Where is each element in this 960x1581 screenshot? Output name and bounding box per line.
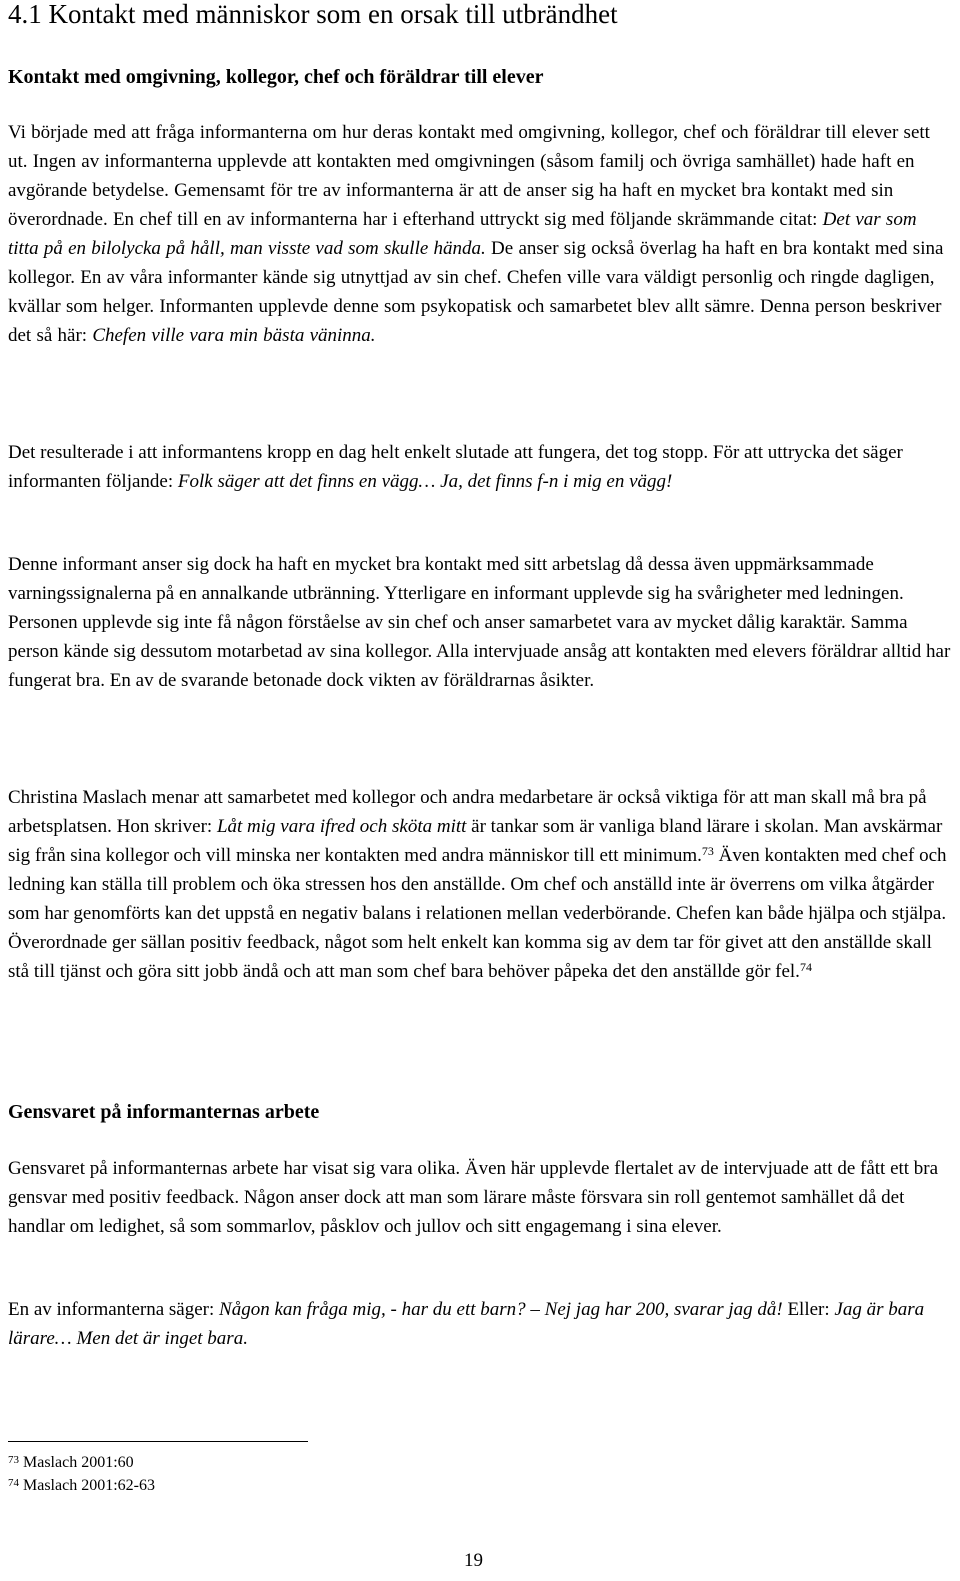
footnote-74: $^{74}$ Maslach 2001:62-63 [8,1477,155,1494]
footnote-ref-73[interactable]: 73 [701,844,714,858]
footnote-divider [8,1441,308,1442]
paragraph-3: Denne informant anser sig dock ha haft en mycket bra kontakt med sitt arbetslag då dessa även uppmärksammade varningssignalerna på en annalkande utbränning. Ytterligare en informant upplevde sig ha svårigheter med ledningen. Personen upplevde sig inte få någon förståelse av sin chef och anser samarbetet vara av mycket dålig karaktär. Samma person kände sig dessutom motarbetad av sina kollegor. Alla intervjuade ansåg att kontakten med elevers föräldrar alltid har fungerat bra. En av de svarande betonade dock vikten av föräldrarnas åsikter. [8,554,951,691]
subheading-gensvar: Gensvaret på informanternas arbete [8,1101,320,1123]
paragraph-5: Gensvaret på informanternas arbete har visat sig vara olika. Även här upplevde flertalet av de intervjuade att de fått ett bra gensvar med positiv feedback. Någon anser dock att man som lärare måste försvara sin roll gentemot samhället då det handlar om ledighet, så som sommarlov, påsklov och jullov och sitt engagemang i sina elever. [8,1158,939,1237]
footnote-73: $^{73}$ Maslach 2001:60 [8,1454,134,1471]
quote-lat-mig: Låt mig vara ifred och sköta mitt [216,816,467,837]
quote-200: Någon kan fråga mig, - har du ett barn? – Nej jag har 200, svarar jag då! [219,1299,783,1320]
section-heading: 4.1 Kontakt med människor som en orsak till utbrändhet [8,0,618,29]
footnote-ref-74[interactable]: 74 [799,960,812,974]
quote-bilolycka: Det var som titta på en bilolycka på håll, man visste vad som skulle hända. [8,209,917,259]
quote-bara-larare: Jag är bara lärare… Men det är inget bara. [8,1299,925,1349]
subheading-contact: Kontakt med omgivning, kollegor, chef och föräldrar till elever [8,66,544,88]
paragraph-1: Vi började med att fråga informanterna om hur deras kontakt med omgivning, kollegor, chef och föräldrar till elever sett ut. Ingen av informanterna upplevde att kontakten med omgivningen (såsom familj och övriga samhället) hade haft en avgörande betydelse. Gemensamt för tre av informanterna är att de anser sig ha haft en mycket bra kontakt med sin överordnade. En chef till en av informanterna har i efterhand uttryckt sig med följande skrämmande citat: Det var som titta på en bilolycka på håll, man visste vad som skulle hända. De anser sig också överlag ha haft en bra kontakt med sina kollegor. En av våra informanter kände sig utnyttjad av sin chef. Chefen ville vara väldigt personlig och ringde dagligen, kvällar som helger. Informanten upplevde denne som psykopatisk och samarbetet blev allt sämre. Denna person beskriver det så här: Chefen ville vara min bästa väninna. [8,122,944,346]
quote-vaninna: Chefen ville vara min bästa väninna. [92,325,376,346]
paragraph-4: Christina Maslach menar att samarbetet med kollegor och andra medarbetare är också viktiga för att man skall må bra på arbetsplatsen. Hon skriver: Låt mig vara ifred och sköta mitt är tankar som är vanliga bland lärare i skolan. Man avskärmar sig från sina kollegor och vill minska ner kontakten med andra människor till ett minimum.$^{73}$ Även kontakten med chef och ledning kan ställa till problem och öka stressen hos den anställde. Om chef och anställd inte är överrens om vilka åtgärder som har genomförts kan det uppstå en negativ balans i relationen mellan vederbörande. Chefen kan både hjälpa och stjälpa. Överordnade ger sällan positiv feedback, något som helt enkelt kan komma sig av dem tar för givet att den anställde skall stå till tjänst och göra sitt jobb ändå och att man som chef bara behöver påpeka det den anställde gör fel.$^{74}$ [8,787,947,982]
quote-vagg: Folk säger att det finns en vägg… Ja, det finns f-n i mig en vägg! [177,471,673,492]
paragraph-6: En av informanterna säger: Någon kan fråga mig, - har du ett barn? – Nej jag har 200, svarar jag då! Eller: Jag är bara lärare… Men det är inget bara. [8,1299,925,1349]
paragraph-2: Det resulterade i att informantens kropp en dag helt enkelt slutade att fungera, det tog stopp. För att uttrycka det säger informanten följande: Folk säger att det finns en vägg… Ja, det finns f-n i mig en vägg! [8,442,903,492]
page-number: 19 [464,1550,483,1571]
